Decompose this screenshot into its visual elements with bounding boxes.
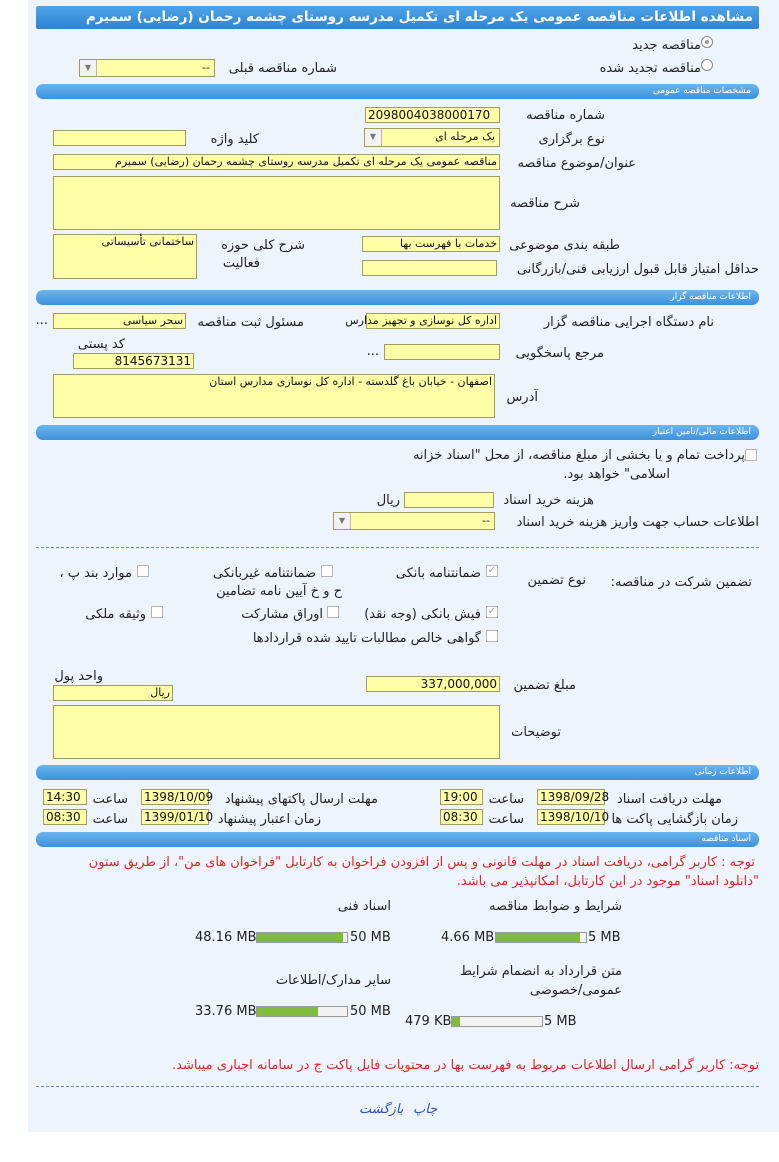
activity-label-1: شرح کلی حوزه <box>221 238 305 253</box>
clause-label-line1: موارد بند پ ، <box>59 566 132 581</box>
bank-receipt-label: فیش بانکی (وجه نقد) <box>364 607 481 622</box>
guarantee-type-label: نوع تضمین <box>527 573 586 588</box>
postal-code-field: 8145673131 <box>73 353 194 369</box>
bank-guarantee-checkbox[interactable]: ✓ <box>487 565 497 576</box>
contract-doc-progress-fill <box>452 1017 460 1026</box>
bonds-checkbox[interactable] <box>327 606 339 618</box>
bank-receipt-checkbox[interactable]: ✓ <box>487 606 497 617</box>
page-title: مشاهده اطلاعات مناقصه عمومی یک مرحله ای تکمیل مدرسه روستای چشمه رحمان (رضایی) سمیرم <box>36 6 759 29</box>
radio-renewed-tender[interactable] <box>701 59 713 71</box>
tender-number-label: شماره مناقصه <box>526 108 605 123</box>
section-documents-header: اسناد مناقصه <box>36 832 759 847</box>
validity-label: زمان اعتبار پیشنهاد <box>217 812 321 827</box>
send-time-field: 14:30 <box>43 789 87 805</box>
section-organizer-header: اطلاعات مناقصه گزار <box>36 290 759 305</box>
holding-type-label: نوع برگزاری <box>538 132 605 147</box>
other-doc-progress <box>256 1006 348 1017</box>
back-link[interactable]: بازگشت <box>359 1102 404 1117</box>
clause-label-line2: ح و خ آیین نامه تضامین <box>216 584 342 599</box>
validity-date-field: 1399/01/10 <box>141 809 209 825</box>
activity-label-2: فعالیت <box>222 256 260 271</box>
response-ref-field <box>384 344 500 360</box>
description-field <box>53 176 500 230</box>
account-select[interactable] <box>333 512 495 530</box>
tender-number-field: 2098004038000170 <box>365 107 500 123</box>
account-label: اطلاعات حساب جهت واریز هزینه خرید اسناد <box>516 515 759 530</box>
address-field: اصفهان - خیابان باغ گلدسته - اداره کل نوسازی مدارس استان <box>53 374 495 418</box>
terms-doc-used: 4.66 MB <box>441 930 495 945</box>
contract-doc-used: 479 KB <box>405 1014 452 1029</box>
print-link[interactable]: چاپ <box>413 1102 438 1117</box>
contract-doc-title-line2: عمومی/خصوصی <box>529 983 622 998</box>
organizer-field: اداره کل نوسازی و تجهیز مدارس <box>366 313 500 329</box>
guarantee-label: تضمین شرکت در مناقصه: <box>610 575 752 590</box>
divider <box>36 547 759 548</box>
doc-cost-unit: ریال <box>376 493 400 508</box>
response-ref-more-button[interactable]: ... <box>366 344 379 359</box>
account-value: -- <box>482 514 490 527</box>
response-ref-label: مرجع پاسخگویی <box>515 346 604 361</box>
radio-renewed-tender-label: مناقصه تجدید شده <box>599 61 701 76</box>
subject-label: عنوان/موضوع مناقصه <box>517 156 636 171</box>
prev-number-select[interactable] <box>79 59 215 77</box>
other-doc-title: سایر مدارک/اطلاعات <box>275 973 391 988</box>
opening-hour-field: 08:30 <box>440 809 483 825</box>
receive-time-label: ساعت <box>488 792 524 807</box>
radio-new-tender[interactable] <box>701 36 713 48</box>
registrar-label: مسئول ثبت مناقصه <box>197 315 304 330</box>
divider <box>36 1086 759 1087</box>
validity-time-label: ساعت <box>92 812 128 827</box>
radio-new-tender-label: مناقصه جدید <box>632 38 701 53</box>
section-financial-header: اطلاعات مالی/تامین اعتبار <box>36 425 759 440</box>
chevron-down-icon: ▼ <box>80 60 97 76</box>
clause-checkbox[interactable] <box>137 565 149 577</box>
documents-note-line2: "دانلود اسناد" موجود در این کارتابل، امکانپذیر می باشد. <box>456 874 759 889</box>
documents-note-line1: توجه : کاربر گرامی، دریافت اسناد در مهلت قانونی و پس از افزودن فراخوان به کارتابل "فراخوان های من"، از طریق ستون <box>88 855 755 870</box>
net-claims-checkbox[interactable] <box>486 630 498 642</box>
send-deadline-label: مهلت ارسال پاکتهای پیشنهاد <box>224 792 378 807</box>
terms-doc-title: شرایط و ضوابط مناقصه <box>489 899 622 914</box>
terms-doc-progress <box>495 932 587 943</box>
guarantee-amount-label: مبلغ تضمین <box>513 678 576 693</box>
notes-label: توضیحات <box>511 725 561 740</box>
technical-doc-progress <box>256 932 348 943</box>
technical-doc-progress-fill <box>257 933 343 942</box>
terms-doc-max: 5 MB <box>588 930 621 945</box>
property-label: وثیقه ملکی <box>85 607 146 622</box>
treasury-text-line2: اسلامی" خواهد بود. <box>563 467 670 482</box>
contract-doc-title-line1: متن قرارداد به انضمام شرایط <box>459 964 622 979</box>
receive-time-field: 19:00 <box>440 789 483 805</box>
bank-guarantee-label: ضمانتنامه بانکی <box>395 566 481 581</box>
receive-date-field: 1398/09/28 <box>537 789 605 805</box>
organizer-label: نام دستگاه اجرایی مناقصه گزار <box>543 315 714 330</box>
bonds-label: اوراق مشارکت <box>241 607 323 622</box>
treasury-checkbox[interactable] <box>745 449 757 461</box>
registrar-more-button[interactable]: ... <box>35 313 48 328</box>
description-label: شرح مناقصه <box>510 196 580 211</box>
activity-field: ساختمانی تأسیساتی <box>53 234 197 279</box>
section-general-header: مشخصات مناقصه عمومی <box>36 84 759 99</box>
doc-cost-label: هزینه خرید اسناد <box>503 493 594 508</box>
min-score-field <box>362 260 497 276</box>
treasury-text-line1: پرداخت تمام و یا بخشی از مبلغ مناقصه، از محل "اسناد خزانه <box>412 448 745 463</box>
doc-cost-field <box>404 492 494 508</box>
nonbank-guarantee-checkbox[interactable] <box>321 565 333 577</box>
receive-deadline-label: مهلت دریافت اسناد <box>616 792 722 807</box>
opening-date-field: 1398/10/10 <box>537 809 605 825</box>
category-field: خدمات با فهرست بها <box>362 236 500 252</box>
send-date-field: 1398/10/09 <box>141 789 209 805</box>
send-time-label: ساعت <box>92 792 128 807</box>
chevron-down-icon: ▼ <box>365 129 382 146</box>
other-doc-progress-fill <box>257 1007 318 1016</box>
technical-doc-title: اسناد فنی <box>337 899 391 914</box>
property-checkbox[interactable] <box>151 606 163 618</box>
keyword-label: کلید واژه <box>210 132 259 147</box>
other-doc-max: 50 MB <box>350 1004 391 1019</box>
subject-field: مناقصه عمومی یک مرحله ای تکمیل مدرسه روستای چشمه رحمان (رضایی) سمیرم <box>53 154 500 170</box>
contract-doc-progress <box>451 1016 543 1027</box>
contract-doc-max: 5 MB <box>544 1014 577 1029</box>
currency-label: واحد پول <box>54 669 103 684</box>
terms-doc-progress-fill <box>496 933 580 942</box>
prev-number-value: -- <box>202 61 210 74</box>
validity-time-field: 08:30 <box>43 809 87 825</box>
section-timing-header: اطلاعات زمانی <box>36 765 759 780</box>
holding-type-value: یک مرحله ای <box>435 130 495 143</box>
net-claims-label: گواهی خالص مطالبات تایید شده قراردادها <box>252 631 481 646</box>
opening-time-unit-label: ساعت <box>488 812 524 827</box>
notes-field <box>53 705 500 759</box>
technical-doc-used: 48.16 MB <box>195 930 257 945</box>
prev-number-label: شماره مناقصه قبلی <box>228 61 337 76</box>
opening-time-label: زمان بازگشایی پاکت ها <box>611 812 738 827</box>
registrar-field: سحر سیاسی <box>53 313 186 329</box>
technical-doc-max: 50 MB <box>350 930 391 945</box>
holding-type-select[interactable] <box>364 128 500 147</box>
min-score-label: حداقل امتیاز قابل قبول ارزیابی فنی/بازرگانی <box>516 262 759 277</box>
address-label: آدرس <box>506 390 538 405</box>
currency-field: ریال <box>53 685 173 701</box>
price-list-note: توجه: کاربر گرامی ارسال اطلاعات مربوط به فهرست بها در محتویات فایل پاکت ج در سامانه اجباری میباشد. <box>172 1058 759 1073</box>
nonbank-guarantee-label: ضمانتنامه غیربانکی <box>212 566 316 581</box>
chevron-down-icon: ▼ <box>334 513 351 529</box>
category-label: طبقه بندی موضوعی <box>509 238 620 253</box>
postal-code-label: کد پستی <box>77 337 125 352</box>
guarantee-amount-field: 337,000,000 <box>366 676 500 692</box>
keyword-field <box>53 130 186 146</box>
other-doc-used: 33.76 MB <box>195 1004 257 1019</box>
